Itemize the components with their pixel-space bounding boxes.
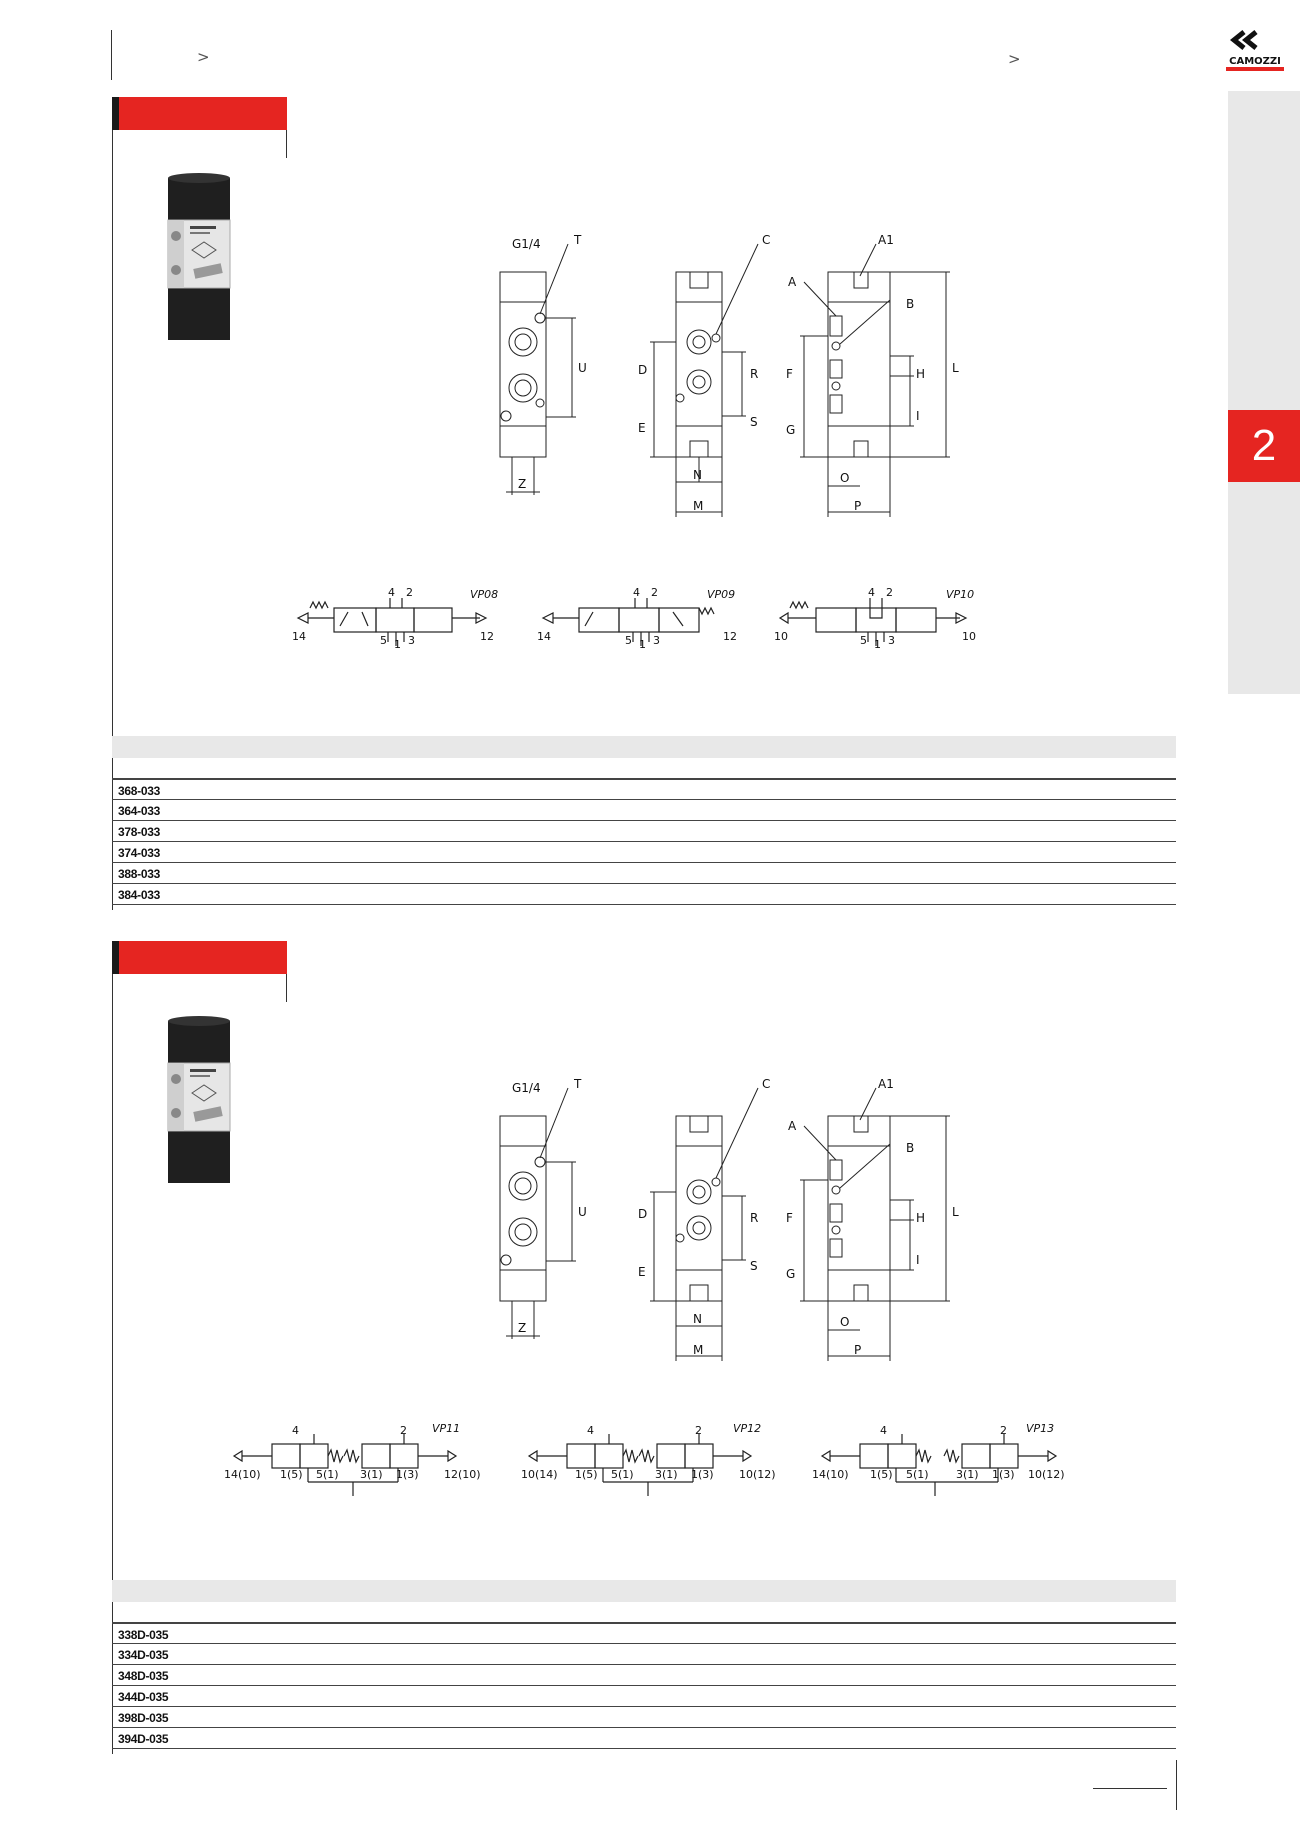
svg-text:N: N	[693, 468, 702, 482]
svg-text:B: B	[906, 1141, 915, 1155]
svg-text:T: T	[574, 233, 582, 247]
svg-text:4: 4	[880, 1424, 887, 1437]
svg-text:O: O	[840, 1315, 850, 1329]
section1-dimension-drawing	[490, 230, 960, 520]
svg-text:3: 3	[653, 634, 660, 647]
svg-text:12(10): 12(10)	[444, 1468, 481, 1481]
svg-text:3: 3	[888, 634, 895, 647]
table-row: 348D-035	[112, 1665, 1176, 1686]
section2-symbol-vp11	[220, 1418, 490, 1508]
section2-dimension-drawing	[490, 1074, 960, 1364]
section1-symbol-vp08	[290, 580, 500, 650]
table-row: 394D-035	[112, 1728, 1176, 1749]
svg-text:A1: A1	[878, 233, 894, 247]
section1-table	[112, 736, 1176, 905]
svg-text:A: A	[788, 1119, 797, 1133]
svg-text:10(12): 10(12)	[739, 1468, 776, 1481]
table-row: 344D-035	[112, 1686, 1176, 1707]
svg-text:1(5): 1(5)	[575, 1468, 598, 1481]
svg-text:1: 1	[394, 638, 401, 650]
svg-text:1: 1	[874, 638, 881, 650]
svg-text:VP12: VP12	[733, 1422, 762, 1435]
svg-text:5: 5	[380, 634, 387, 647]
svg-text:I: I	[916, 409, 920, 423]
breadcrumb-separator-left: >	[197, 48, 210, 66]
table-row: 384-033	[112, 884, 1176, 905]
table-row: 388-033	[112, 863, 1176, 884]
section2-symbol-vp13	[808, 1418, 1078, 1508]
svg-text:A1: A1	[878, 1077, 894, 1091]
svg-text:S: S	[750, 415, 758, 429]
svg-text:4: 4	[292, 1424, 299, 1437]
svg-text:C: C	[762, 1077, 771, 1091]
svg-text:O: O	[840, 471, 850, 485]
logo-text: CAMOZZI	[1229, 56, 1281, 67]
svg-text:VP09: VP09	[707, 588, 736, 601]
footer-divider	[1176, 1760, 1177, 1810]
svg-text:G: G	[786, 423, 796, 437]
svg-text:U: U	[578, 1205, 587, 1219]
section1-title-tab	[112, 97, 287, 130]
table-header	[112, 1580, 1176, 1602]
svg-text:D: D	[638, 1207, 648, 1221]
svg-text:A: A	[788, 275, 797, 289]
svg-text:P: P	[854, 1343, 862, 1357]
breadcrumb-separator-right: >	[1008, 50, 1021, 68]
section2-tab-frame	[286, 974, 287, 1002]
svg-text:F: F	[786, 367, 793, 381]
section1-product-image	[160, 170, 240, 345]
svg-text:5(1): 5(1)	[906, 1468, 929, 1481]
svg-text:1(3): 1(3)	[691, 1468, 714, 1481]
svg-text:1(5): 1(5)	[870, 1468, 893, 1481]
svg-text:2: 2	[406, 586, 413, 599]
svg-text:10(12): 10(12)	[1028, 1468, 1065, 1481]
svg-text:T: T	[574, 1077, 582, 1091]
svg-text:L: L	[952, 361, 959, 375]
svg-text:4: 4	[868, 586, 875, 599]
table-row: 378-033	[112, 821, 1176, 842]
svg-text:5: 5	[625, 634, 632, 647]
svg-text:1(5): 1(5)	[280, 1468, 303, 1481]
table-row: 364-033	[112, 800, 1176, 821]
svg-text:H: H	[916, 1211, 926, 1225]
section2-title-tab	[112, 941, 287, 974]
svg-text:M: M	[693, 1343, 704, 1357]
header-divider	[111, 30, 112, 80]
svg-text:G1/4: G1/4	[512, 1081, 541, 1095]
svg-text:10: 10	[962, 630, 976, 643]
table-row: 368-033	[112, 779, 1176, 800]
table-header	[112, 736, 1176, 758]
svg-text:H: H	[916, 367, 926, 381]
svg-text:1(3): 1(3)	[396, 1468, 419, 1481]
svg-text:E: E	[638, 1265, 646, 1279]
svg-text:Z: Z	[518, 1321, 527, 1335]
svg-text:2: 2	[1000, 1424, 1007, 1437]
table-row: 338D-035	[112, 1623, 1176, 1644]
svg-text:5(1): 5(1)	[611, 1468, 634, 1481]
svg-text:4: 4	[388, 586, 395, 599]
svg-text:G: G	[786, 1267, 796, 1281]
svg-text:3(1): 3(1)	[360, 1468, 383, 1481]
svg-text:3(1): 3(1)	[956, 1468, 979, 1481]
svg-text:2: 2	[651, 586, 658, 599]
svg-text:4: 4	[587, 1424, 594, 1437]
svg-text:1: 1	[639, 638, 646, 650]
table-subheader	[112, 758, 1176, 779]
svg-text:5(1): 5(1)	[316, 1468, 339, 1481]
svg-text:U: U	[578, 361, 587, 375]
svg-text:10(14): 10(14)	[521, 1468, 558, 1481]
section1-symbol-vp09	[535, 580, 745, 650]
svg-text:S: S	[750, 1259, 758, 1273]
side-index-panel	[1228, 91, 1300, 694]
svg-text:10: 10	[774, 630, 788, 643]
table-row: 398D-035	[112, 1707, 1176, 1728]
svg-text:2: 2	[400, 1424, 407, 1437]
table-row: 334D-035	[112, 1644, 1176, 1665]
svg-text:14: 14	[292, 630, 306, 643]
table-subheader	[112, 1602, 1176, 1623]
table-row: 374-033	[112, 842, 1176, 863]
svg-text:R: R	[750, 1211, 759, 1225]
svg-text:D: D	[638, 363, 648, 377]
dim-thread: G1/4	[512, 237, 541, 251]
svg-text:VP11: VP11	[432, 1422, 461, 1435]
symbol-code: VP08	[470, 588, 499, 601]
camozzi-logo	[1226, 28, 1284, 74]
svg-text:C: C	[762, 233, 771, 247]
section2-product-image	[160, 1013, 240, 1188]
svg-text:3: 3	[408, 634, 415, 647]
svg-text:5: 5	[860, 634, 867, 647]
svg-text:2: 2	[695, 1424, 702, 1437]
svg-text:VP10: VP10	[946, 588, 975, 601]
svg-text:E: E	[638, 421, 646, 435]
svg-text:L: L	[952, 1205, 959, 1219]
svg-text:14(10): 14(10)	[224, 1468, 261, 1481]
svg-text:VP13: VP13	[1026, 1422, 1055, 1435]
svg-text:M: M	[693, 499, 704, 513]
svg-text:12: 12	[723, 630, 737, 643]
svg-text:F: F	[786, 1211, 793, 1225]
svg-text:14: 14	[537, 630, 551, 643]
section2-symbol-vp12	[515, 1418, 785, 1508]
chapter-tab[interactable]: 2	[1228, 410, 1300, 482]
section1-symbol-vp10	[770, 580, 980, 650]
svg-text:I: I	[916, 1253, 920, 1267]
svg-text:Z: Z	[518, 477, 527, 491]
svg-text:2: 2	[886, 586, 893, 599]
svg-text:B: B	[906, 297, 915, 311]
svg-text:R: R	[750, 367, 759, 381]
svg-text:P: P	[854, 499, 862, 513]
section1-tab-frame	[286, 130, 287, 158]
svg-text:1(3): 1(3)	[992, 1468, 1015, 1481]
footer-rule	[1093, 1788, 1167, 1789]
svg-text:N: N	[693, 1312, 702, 1326]
section2-table	[112, 1580, 1176, 1749]
svg-text:12: 12	[480, 630, 494, 643]
svg-text:4: 4	[633, 586, 640, 599]
svg-text:3(1): 3(1)	[655, 1468, 678, 1481]
svg-text:14(10): 14(10)	[812, 1468, 849, 1481]
